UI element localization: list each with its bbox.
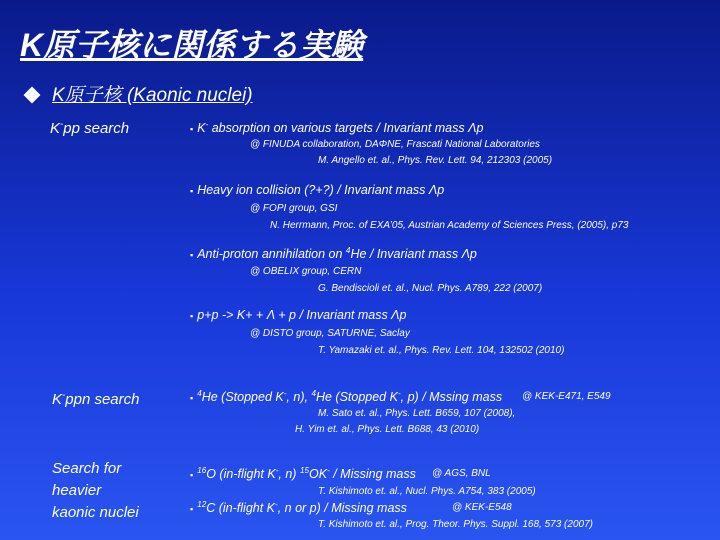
item-kpp-1: ▪ K- absorption on various targets / Invariant mass Λp: [190, 120, 484, 136]
group-kpp-3: @ OBELIX group, CERN: [250, 266, 362, 277]
ref-kpp-3: G. Bendiscioli et. al., Nucl. Phys. A789, 222 (2007): [318, 283, 543, 294]
bullet-icon: ▪: [190, 310, 194, 321]
page-title: K原子核に関係する実験: [20, 27, 364, 63]
bullet-icon: ▪: [190, 249, 194, 260]
item-kpp-4: ▪ p+p -> K+ + Λ + p / Invariant mass Λp: [190, 308, 407, 322]
topic-heavier-kaonic-nuclei: Search for heavier kaonic nuclei: [52, 460, 139, 521]
ref-kppn-1a: M. Sato et. al., Phys. Lett. B659, 107 (2008),: [318, 408, 516, 419]
item-kpp-2: ▪ Heavy ion collision (?+?) / Invariant mass Λp: [190, 183, 445, 197]
group-heavy-1: @ AGS, BNL: [432, 468, 491, 479]
bullet-icon: ▪: [190, 469, 194, 480]
ref-kpp-1: M. Angello et. al., Phys. Rev. Lett. 94, 212303 (2005): [318, 155, 553, 166]
item-heavy-1: ▪ $^{16}$O (in-flight K-, n) $^{15}$OK- / Missing mass: [190, 466, 416, 482]
topic-kpp-search: K-pp search: [50, 119, 130, 137]
ref-heavy-1: T. Kishimoto et. al., Nucl. Phys. A754, 383 (2005): [318, 486, 536, 497]
ref-heavy-2: T. Kishimoto et. al., Prog. Theor. Phys. Suppl. 168, 573 (2007): [318, 519, 593, 530]
group-kpp-2: @ FOPI group, GSI: [250, 203, 338, 214]
bullet-icon: ▪: [190, 123, 194, 134]
group-kppn-1: @ KEK-E471, E549: [522, 391, 611, 402]
group-kpp-1: @ FINUDA collaboration, DAΦNE, Frascati National Laboratories: [250, 139, 540, 150]
bullet-icon: ▪: [190, 185, 194, 196]
ref-kpp-2: N. Herrmann, Proc. of EXA’05, Austrian Academy of Sciences Press, (2005), p73: [270, 220, 629, 231]
group-kpp-4: @ DISTO group, SATURNE, Saclay: [250, 328, 410, 339]
group-heavy-2: @ KEK-E548: [452, 502, 512, 513]
bullet-icon: ▪: [190, 503, 194, 514]
ref-kppn-1b: H. Yim et. al., Phys. Lett. B688, 43 (2010): [295, 424, 480, 435]
bullet-icon: ▪: [190, 392, 194, 403]
item-heavy-2: ▪ $^{12}$C (in-flight K-, n or p) / Missing mass: [190, 500, 407, 516]
item-kppn-1: ▪ $^4$He (Stopped K-, n), $^4$He (Stopped K-, p) / Mssing mass: [190, 389, 503, 405]
section-subtitle: [22, 80, 253, 107]
diamond-bullet-icon: [24, 86, 41, 103]
ref-kpp-4: T. Yamazaki et. al., Phys. Rev. Lett. 104, 132502 (2010): [318, 345, 565, 356]
subtitle-text: K原子核 (Kaonic nuclei): [52, 85, 253, 106]
item-kpp-3: ▪ Anti-proton annihilation on $^4$He / Invariant mass Λp: [190, 246, 477, 262]
topic-kppn-search: K-ppn search: [52, 390, 140, 408]
